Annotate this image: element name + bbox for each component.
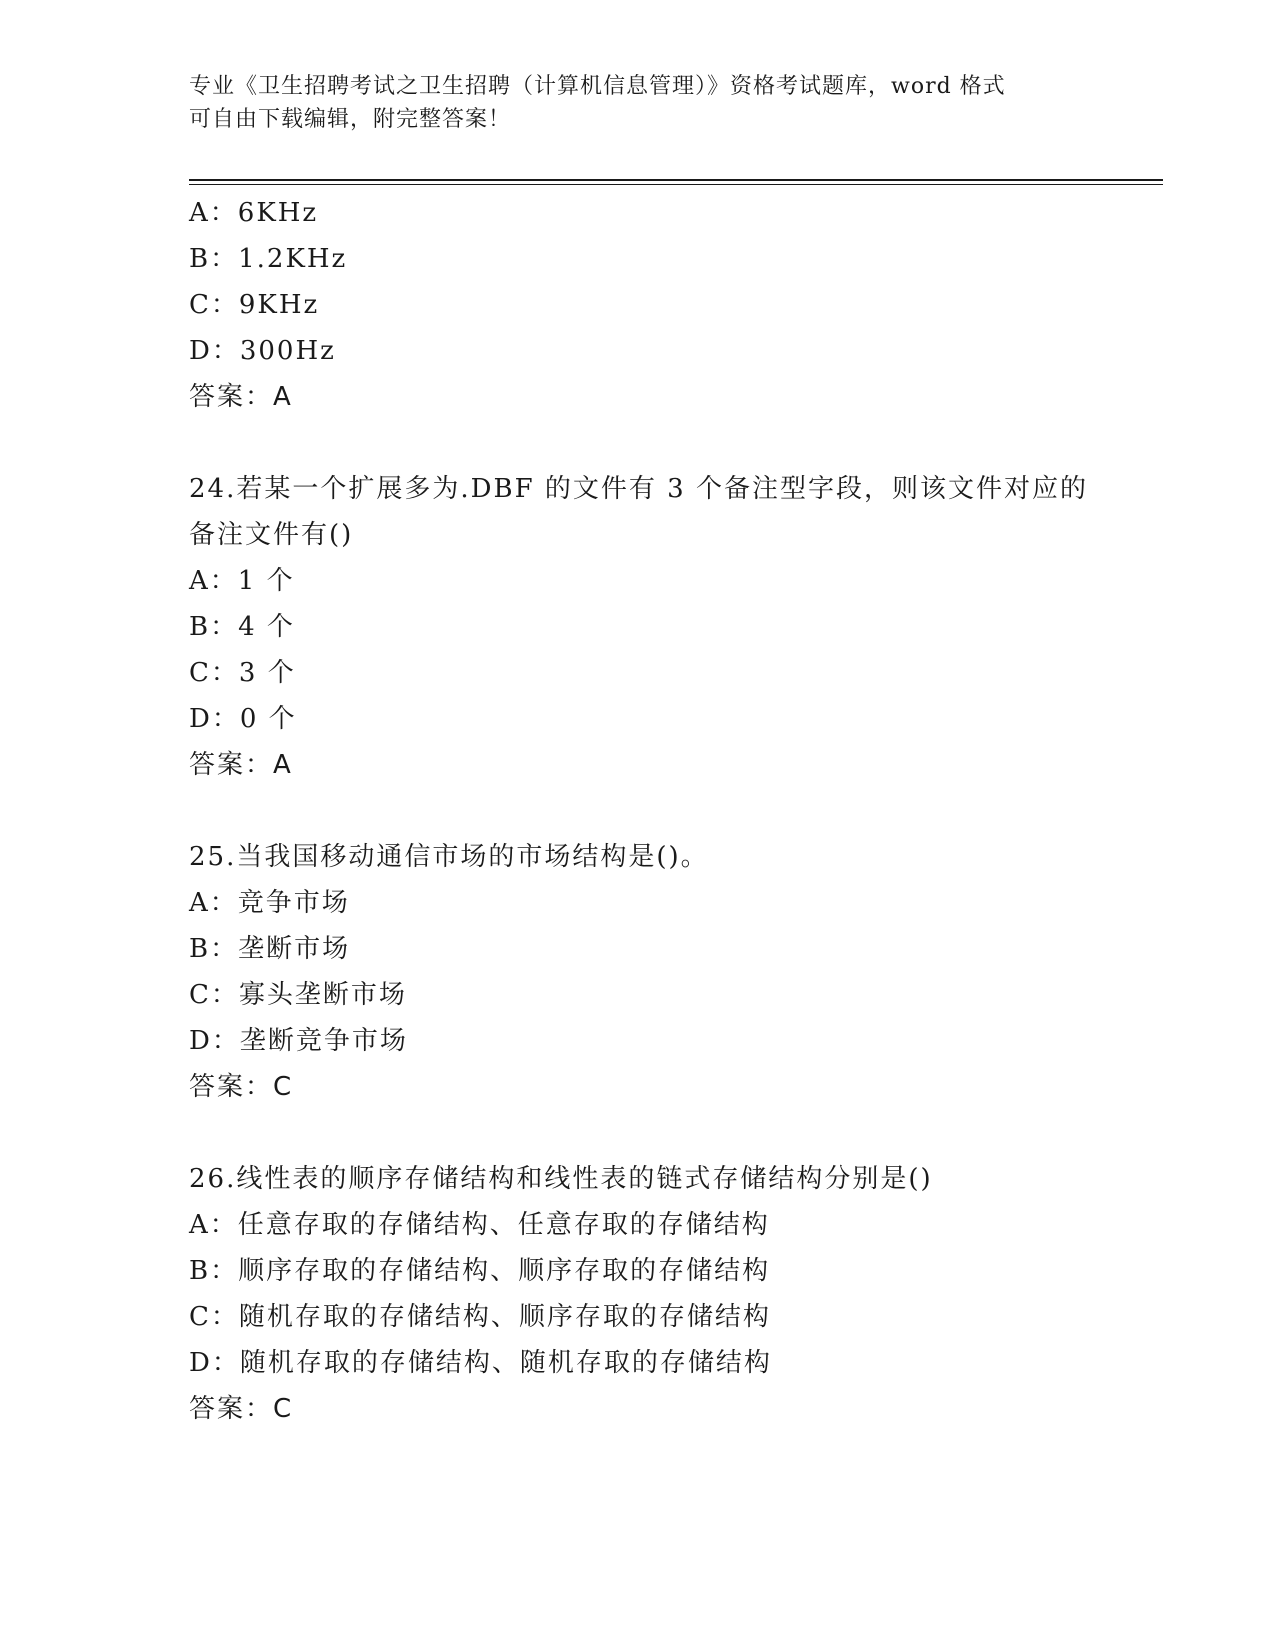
option-d: D：300Hz [189,336,336,366]
question-text: 25.当我国移动通信市场的市场结构是()。 [189,842,709,872]
spacer [189,788,1149,834]
option-a: A：任意存取的存储结构、任意存取的存储结构 [189,1210,770,1240]
option-d: D：垄断竞争市场 [189,1026,408,1056]
answer-label: 答案：C [189,1072,294,1102]
answer-label: 答案：C [189,1394,294,1424]
spacer [189,420,1149,466]
option-d: D：0 个 [189,704,297,734]
option-d: D：随机存取的存储结构、随机存取的存储结构 [189,1348,772,1378]
header-title-line1: 专业《卫生招聘考试之卫生招聘（计算机信息管理）》资格考试题库，word 格式 [189,74,1006,99]
option-b: B：1.2KHz [189,244,348,274]
question-24 [189,466,1149,788]
header-divider-thick [189,179,1163,181]
question-text: 26.线性表的顺序存储结构和线性表的链式存储结构分别是() [189,1164,933,1194]
option-b: B：顺序存取的存储结构、顺序存取的存储结构 [189,1256,771,1286]
answer-label: 答案：A [189,382,293,412]
option-b: B：垄断市场 [189,934,351,964]
option-a: A：竞争市场 [189,888,350,918]
header-title-line2: 可自由下载编辑，附完整答案！ [189,107,512,132]
question-text: 24.若某一个扩展多为.DBF 的文件有 3 个备注型字段，则该文件对应的 [189,474,1088,504]
header-divider-thin [189,184,1163,185]
option-c: C：随机存取的存储结构、顺序存取的存储结构 [189,1302,771,1332]
option-b: B：4 个 [189,612,295,642]
question-23-continued [189,190,1149,420]
question-26 [189,1156,1149,1432]
option-a: A：6KHz [189,198,319,228]
option-c: C：9KHz [189,290,320,320]
option-c: C：寡头垄断市场 [189,980,407,1010]
answer-label: 答案：A [189,750,293,780]
option-a: A：1 个 [189,566,295,596]
question-25 [189,834,1149,1110]
question-text-cont: 备注文件有() [189,520,354,550]
question-list [189,190,1149,1432]
spacer [189,1110,1149,1156]
option-c: C：3 个 [189,658,296,688]
document-header [189,70,1089,136]
